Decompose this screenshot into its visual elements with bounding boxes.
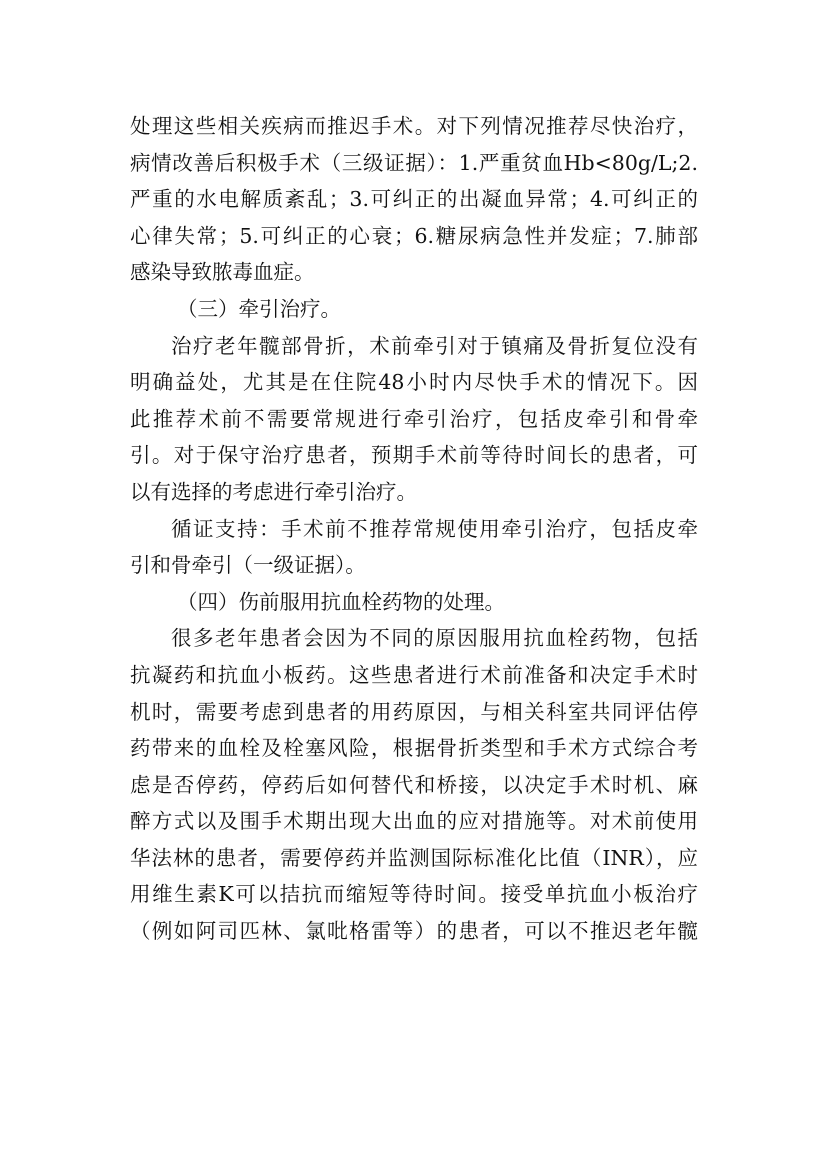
- paragraph-line: 引和骨牵引（一级证据）。: [130, 553, 366, 578]
- paragraph-line: 药带来的血栓及栓塞风险，根据骨折类型和手术方式综合考: [130, 736, 698, 761]
- paragraph-line: 以有选择的考虑进行牵引治疗。: [130, 479, 417, 504]
- paragraph-line: 虑是否停药，停药后如何替代和桥接，以决定手术时机、麻: [130, 772, 698, 797]
- paragraph-line: 治疗老年髋部骨折，术前牵引对于镇痛及骨折复位没有: [171, 333, 698, 358]
- paragraph-line: 明确益处，尤其是在住院48小时内尽快手术的情况下。因: [130, 370, 698, 395]
- paragraph-line: 引。对于保守治疗患者，预期手术前等待时间长的患者，可: [130, 443, 698, 468]
- paragraph-line: 心律失常；5.可纠正的心衰；6.糖尿病急性并发症；7.肺部: [130, 223, 698, 248]
- section-heading: （三）牵引治疗。: [177, 296, 341, 321]
- paragraph-line: 病情改善后积极手术（三级证据）：1.严重贫血Hb<80g/L;2.: [130, 150, 698, 175]
- paragraph-line: 感染导致脓毒血症。: [130, 260, 315, 285]
- paragraph-line: 华法林的患者，需要停药并监测国际标准化比值（INR），应: [130, 845, 698, 870]
- paragraph-line: 循证支持：手术前不推荐常规使用牵引治疗，包括皮牵: [171, 516, 698, 541]
- paragraph-line: 此推荐术前不需要常规进行牵引治疗，包括皮牵引和骨牵: [130, 406, 698, 431]
- paragraph-line: 抗凝药和抗血小板药。这些患者进行术前准备和决定手术时: [130, 662, 698, 687]
- paragraph-line: 用维生素K可以拮抗而缩短等待时间。接受单抗血小板治疗: [130, 882, 698, 907]
- document-body: [130, 108, 698, 950]
- paragraph-line: 醉方式以及围手术期出现大出血的应对措施等。对术前使用: [130, 809, 698, 834]
- paragraph-line: 机时，需要考虑到患者的用药原因，与相关科室共同评估停: [130, 699, 698, 724]
- paragraph-line: 处理这些相关疾病而推迟手术。对下列情况推荐尽快治疗，: [130, 114, 698, 138]
- paragraph-line: 严重的水电解质紊乱；3.可纠正的出凝血异常；4.可纠正的: [130, 187, 698, 212]
- paragraph-line: 很多老年患者会因为不同的原因服用抗血栓药物，包括: [171, 626, 698, 651]
- paragraph-line: （例如阿司匹林、氯吡格雷等）的患者，可以不推迟老年髋: [130, 919, 698, 944]
- section-heading: （四）伤前服用抗血栓药物的处理。: [177, 589, 505, 614]
